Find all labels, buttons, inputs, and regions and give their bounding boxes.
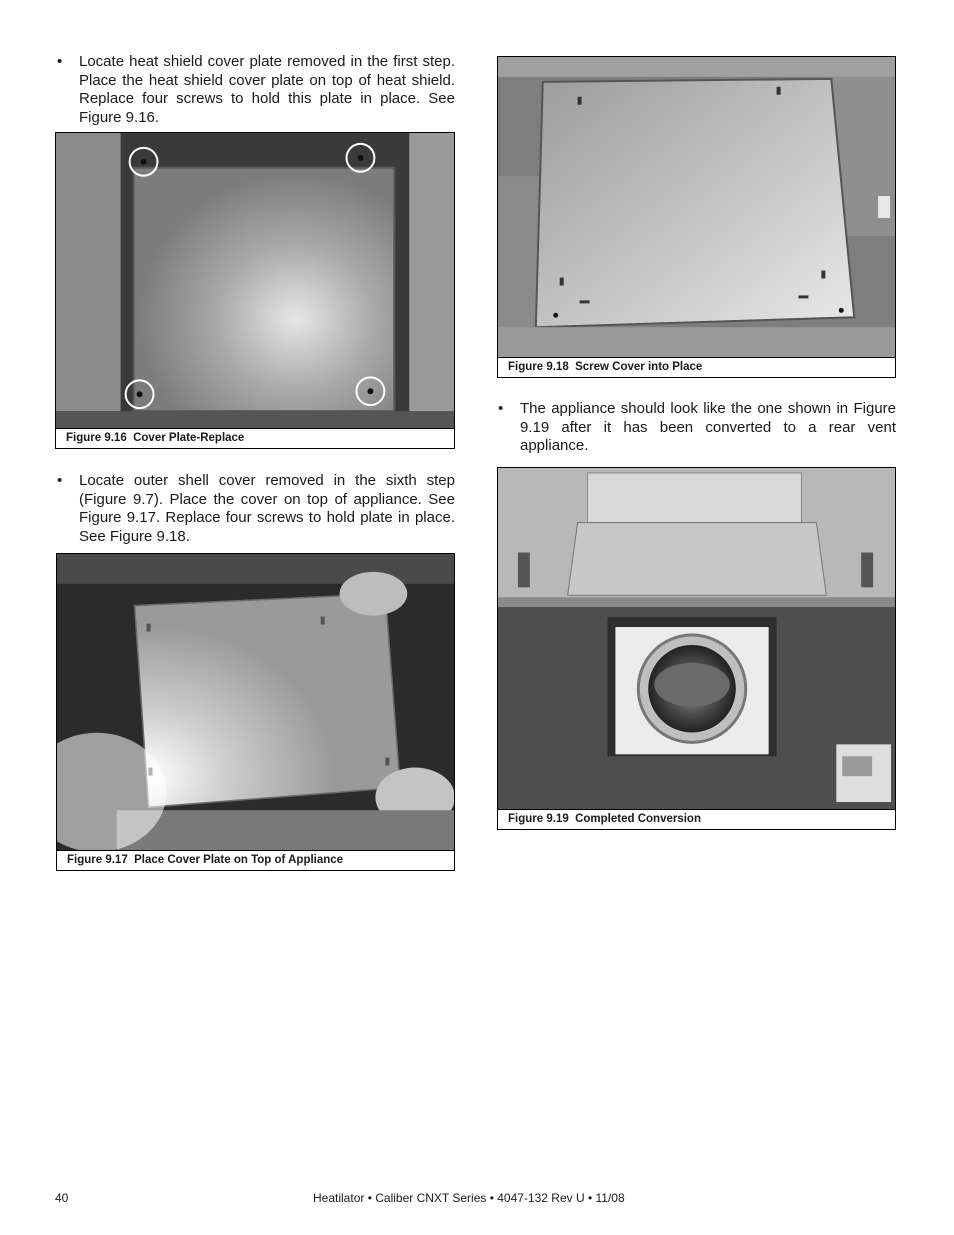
instruction-text: Locate outer shell cover removed in the sixth step (Figure 9.7). Place the cover on top of appliance. See Figure 9.17. Replace four screws to hold plate in place. See Figure 9.18. <box>79 472 455 545</box>
bullet-dot: • <box>57 472 63 489</box>
instruction-text: Locate heat shield cover plate removed in the first step. Place the heat shield cover plate on top of heat shield. Replace four screws to hold this plate in place. See Figure 9.16. <box>79 53 455 126</box>
instruction-bullet-3 <box>498 400 896 456</box>
completed-conversion-photo <box>498 468 895 809</box>
screw-cover-photo <box>498 57 895 357</box>
instruction-text: The appliance should look like the one shown in Figure 9.19 after it has been converted to a rear vent appliance. <box>520 400 896 455</box>
figure-caption: Figure 9.18 Screw Cover into Place <box>498 357 895 377</box>
instruction-bullet-2 <box>57 472 455 546</box>
figure-9-18 <box>497 56 896 378</box>
figure-9-17 <box>56 553 455 871</box>
document-info: Heatilator • Caliber CNXT Series • 4047-132 Rev U • 11/08 <box>313 1191 625 1205</box>
cover-plate-photo <box>56 133 454 428</box>
bullet-dot: • <box>498 400 504 417</box>
figure-caption: Figure 9.16 Cover Plate-Replace <box>56 428 454 448</box>
figure-9-19 <box>497 467 896 830</box>
figure-9-16 <box>55 132 455 449</box>
instruction-bullet-1 <box>57 53 455 127</box>
figure-caption: Figure 9.17 Place Cover Plate on Top of Appliance <box>57 850 454 870</box>
cover-plate-placement-photo <box>57 554 454 850</box>
page-number: 40 <box>55 1191 69 1205</box>
figure-caption: Figure 9.19 Completed Conversion <box>498 809 895 829</box>
bullet-dot: • <box>57 53 63 70</box>
